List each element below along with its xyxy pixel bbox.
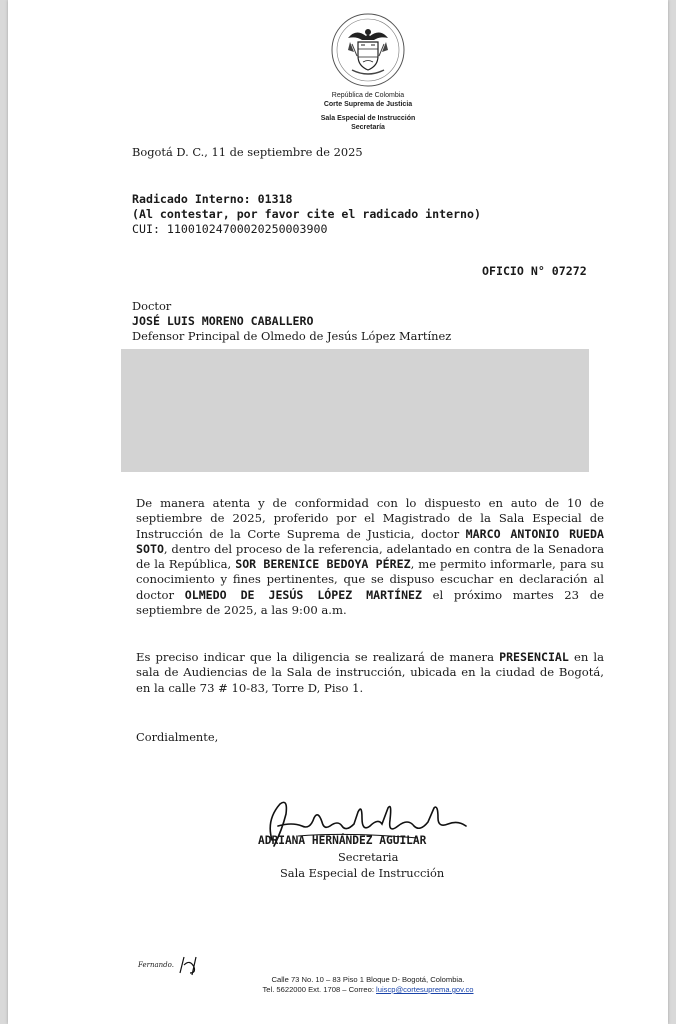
header-country: República de Colombia [331,92,405,99]
recipient-role: Defensor Principal de Olmedo de Jesús López Martínez [132,329,452,343]
date-line: Bogotá D. C., 11 de septiembre de 2025 [132,145,363,159]
footer-email-link[interactable]: luiscp@cortesuprema.gov.co [376,985,474,994]
radicado-note: (Al contestar, por favor cite el radicado interno) [132,207,482,221]
body-paragraph-2 [136,650,604,696]
paragraph-text: el próximo martes 23 de septiembre de 2025, a las 9:00 a.m. [136,587,604,618]
paragraph-text: Es preciso indicar que la diligencia se realizará de manera [136,650,500,664]
paragraph-text: De manera atenta y de conformidad con lo dispuesto en auto de 10 de septiembre de 2025, proferido por el Magistrado de la Sala Especial de Instrucción de la Corte Suprema de Justicia, doctor [136,496,604,541]
recipient-name: JOSÉ LUIS MORENO CABALLERO [132,314,314,328]
bold-name: SOR BERENICE BEDOYA PÉREZ [235,557,411,572]
signatory-office: Sala Especial de Instrucción [280,866,445,880]
radicado-interno: Radicado Interno: 01318 [132,192,293,206]
closing: Cordialmente, [136,730,219,744]
footer-contact [198,985,538,996]
recipient-title: Doctor [132,299,172,313]
header-secretariat: Secretaría [351,124,385,131]
footer-tel: Tel. 5622000 Ext. 1708 – Correo: [262,985,377,994]
cui-number: CUI: 11001024700020250003900 [132,222,328,236]
bold-name: PRESENCIAL [499,650,569,664]
footer-address: Calle 73 No. 10 – 83 Piso 1 Bloque D- Bogotá, Colombia. [271,975,465,984]
header-court: Corte Suprema de Justicia [323,101,413,108]
coat-of-arms-seal-icon [330,12,406,88]
signatory-name: ADRIANA HERNÁNDEZ AGUILAR [258,834,427,847]
redacted-block [121,349,589,472]
initials-text: Fernando. [138,961,174,969]
paragraph-text: en la sala de Audiencias de la Sala de instrucción, ubicada en la ciudad de Bogotá, en la calle 73 # 10-83, Torre D, Piso 1. [136,650,604,695]
oficio-number: OFICIO N° 07272 [482,264,587,278]
document-page [8,0,668,1024]
bold-name: MARCO ANTONIO RUEDA SOTO [136,526,604,556]
body-paragraph-1 [136,496,604,618]
initials-scribble [176,953,204,977]
bold-name: OLMEDO DE JESÚS LÓPEZ MARTÍNEZ [184,587,423,602]
header-chamber: Sala Especial de Instrucción [320,115,416,122]
paragraph-text: , me permito informarle, para su conocimiento y fines pertinentes, que se dispuso escuchar en declaración al doctor [136,557,604,602]
signatory-position: Secretaria [338,850,399,864]
paragraph-text: , dentro del proceso de la referencia, adelantado en contra de la Senadora de la República, [136,541,604,572]
